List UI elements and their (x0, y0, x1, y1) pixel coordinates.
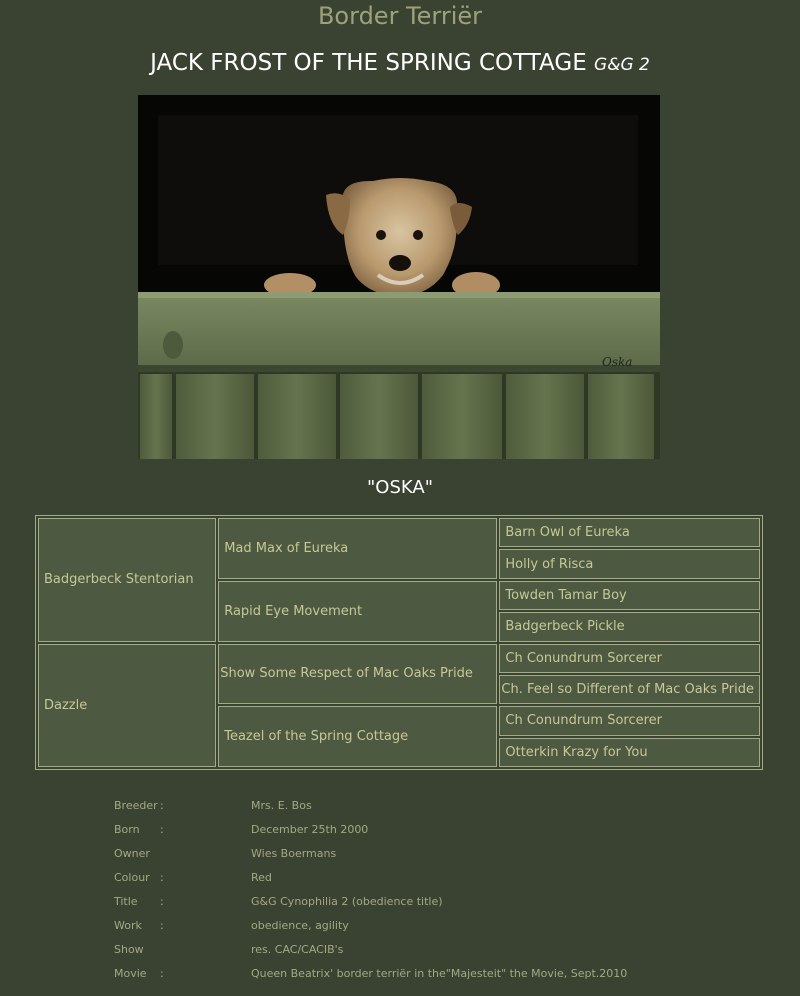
detail-value: res. CAC/CACIB's (251, 943, 344, 956)
detail-separator: : (160, 895, 164, 908)
detail-value: Wies Boermans (251, 847, 337, 860)
detail-label: Colour (114, 871, 150, 884)
pedigree-gen3-cell: Barn Owl of Eureka (499, 518, 760, 547)
detail-label: Title (114, 895, 138, 908)
dog-photo-illustration (138, 95, 660, 459)
detail-value: Mrs. E. Bos (251, 799, 312, 812)
photo-signature: Oska (602, 355, 633, 369)
detail-separator: : (160, 823, 164, 836)
pedigree-gen3-cell: Ch Conundrum Sorcerer (499, 644, 760, 673)
detail-value: December 25th 2000 (251, 823, 369, 836)
pedigree-dam-sire: Show Some Respect of Mac Oaks Pride (218, 644, 497, 705)
pedigree-gen3-cell: Badgerbeck Pickle (499, 612, 760, 641)
table-row (38, 644, 760, 673)
dog-photo (138, 95, 660, 459)
table-row (38, 518, 760, 547)
detail-value: Queen Beatrix' border terriër in the"Majesteit" the Movie, Sept.2010 (251, 967, 628, 980)
detail-label: Movie (114, 967, 147, 980)
pedigree-gen3-cell: Ch Conundrum Sorcerer (499, 706, 760, 735)
site-title: Border Terriër (317, 2, 483, 30)
detail-label: Show (114, 943, 144, 956)
detail-value: obedience, agility (251, 919, 349, 932)
detail-label: Owner (114, 847, 150, 860)
pedigree-gen3-cell: Holly of Risca (499, 549, 760, 578)
detail-separator: : (160, 919, 164, 932)
detail-separator: : (160, 967, 164, 980)
call-name: "OSKA" (367, 477, 433, 498)
pedigree-sire-sire: Mad Max of Eureka (218, 518, 497, 579)
pedigree-sire: Badgerbeck Stentorian (38, 518, 216, 642)
detail-separator: : (160, 799, 164, 812)
pedigree-gen3-cell: Towden Tamar Boy (499, 581, 760, 610)
detail-value: Red (251, 871, 272, 884)
detail-separator: : (160, 871, 164, 884)
dog-registered-name: JACK FROST OF THE SPRING COTTAGE (150, 50, 587, 76)
detail-label: Breeder (114, 799, 158, 812)
detail-label: Born (114, 823, 140, 836)
detail-label: Work (114, 919, 142, 932)
detail-value: G&G Cynophilia 2 (obedience title) (251, 895, 443, 908)
pedigree-dam: Dazzle (38, 644, 216, 768)
pedigree-table (35, 515, 763, 770)
pedigree-sire-dam: Rapid Eye Movement (218, 581, 497, 642)
pedigree-gen3-cell: Ch. Feel so Different of Mac Oaks Pride (499, 675, 760, 704)
pedigree-dam-dam: Teazel of the Spring Cottage (218, 706, 497, 767)
dog-title: G&G 2 (594, 55, 650, 75)
pedigree-gen3-cell: Otterkin Krazy for You (499, 738, 760, 767)
dog-name-heading (0, 50, 800, 76)
